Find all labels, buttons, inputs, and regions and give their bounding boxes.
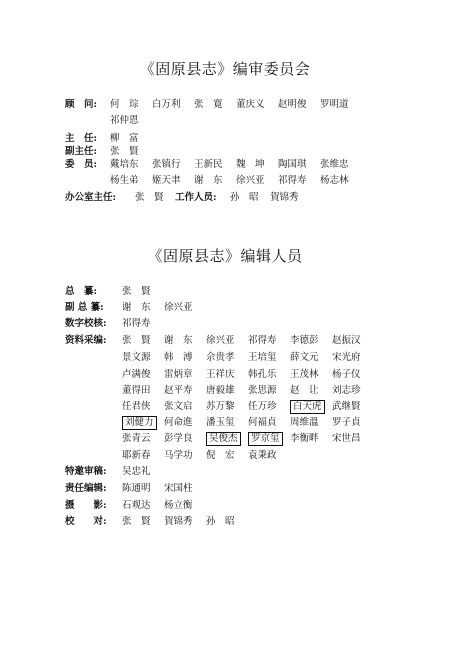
person-name: 石观达 [122, 500, 151, 511]
staff-label: 工作人员: [175, 192, 217, 203]
person-name: 韩孔乐 [248, 369, 277, 380]
person-name: 吴忠礼 [122, 466, 151, 477]
person-name: 陶国琪 [278, 159, 307, 170]
person-name: 倪 宏 [206, 450, 235, 461]
editorial-row [65, 284, 445, 300]
person-name: 周维溫 [290, 417, 319, 428]
role-label: 校 对: [65, 516, 107, 527]
person-name: 雷炳章 [164, 369, 193, 380]
role-label: 顾 问: [65, 99, 98, 110]
editorial-row [65, 481, 445, 497]
boxed-person-name: 刘健力 [122, 416, 157, 430]
role-label: 总 纂: [65, 286, 98, 297]
person-name: 彭学良 [164, 433, 193, 444]
person-name: 宋光府 [332, 352, 361, 363]
editorial-title: 《固原县志》编辑人员 [147, 247, 303, 265]
person-name: 韩 溥 [164, 352, 193, 363]
person-name: 杨志林 [320, 175, 349, 186]
role-label: 委 员: [65, 159, 98, 170]
person-name: 杨立衡 [164, 500, 193, 511]
person-name: 姬天聿 [152, 175, 181, 186]
person-name: 谢 东 [194, 175, 223, 186]
editorial-row [65, 367, 445, 383]
person-name: 王祥庆 [206, 369, 235, 380]
person-name: 何福貞 [248, 417, 277, 428]
editorial-row [65, 464, 445, 480]
boxed-person-name: 罗京玺 [248, 432, 283, 446]
person-name: 祁得寿 [248, 335, 277, 346]
role-label: 副 总 纂: [65, 302, 104, 313]
person-name: 董得田 [122, 385, 151, 396]
committee-row [65, 157, 435, 173]
role-label: 副主任: [65, 146, 98, 157]
person-name: 白万利 [152, 99, 181, 110]
person-name: 佘贵孝 [206, 352, 235, 363]
person-name: 潘玉玺 [206, 417, 235, 428]
person-name: 戴培东 [110, 159, 139, 170]
person-name: 何命進 [164, 417, 193, 428]
person-name: 赵 让 [290, 385, 319, 396]
person-name: 孙 昭 [206, 516, 235, 527]
person-name: 刘志珍 [332, 385, 361, 396]
person-name: 何 琮 [110, 99, 139, 110]
person-name: 张维忠 [320, 159, 349, 170]
person-name: 杨生弟 [110, 175, 139, 186]
person-name: 张 賢 [122, 335, 151, 346]
person-name: 董庆义 [236, 99, 265, 110]
person-name: 徐兴亚 [236, 175, 265, 186]
editorial-row [65, 350, 445, 366]
role-label: 责任编辑: [65, 483, 107, 494]
person-name: 徐兴亚 [206, 335, 235, 346]
person-name: 王新民 [194, 159, 223, 170]
person-name: 赵平寿 [164, 385, 193, 396]
person-name: 谢 东 [164, 335, 193, 346]
person-name: 宋世昌 [332, 433, 361, 444]
editorial-row [65, 300, 445, 316]
person-name: 马学功 [164, 450, 193, 461]
boxed-person-name: 白天虎 [290, 400, 325, 414]
editorial-row [65, 431, 445, 447]
person-name: 薛文元 [290, 352, 319, 363]
person-name: 杨子仪 [332, 369, 361, 380]
editorial-row [65, 383, 445, 399]
person-name: 李衡畔 [290, 433, 319, 444]
boxed-person-name: 吴俊杰 [206, 432, 241, 446]
editorial-row [65, 399, 445, 415]
person-name: 张文启 [164, 401, 193, 412]
person-name: 罗明道 [320, 99, 349, 110]
person-name: 宋国柱 [164, 483, 193, 494]
person-name: 张 賢 [135, 192, 164, 203]
person-name: 苏万黎 [206, 401, 235, 412]
role-label: 数字校核: [65, 318, 107, 329]
person-name: 祁得寿 [122, 318, 151, 329]
person-name: 耶新春 [122, 450, 151, 461]
person-name: 孙 昭 [230, 192, 259, 203]
committee-title: 《固原县志》编审委员会 [139, 60, 311, 78]
person-name: 賀锦秀 [164, 516, 193, 527]
person-name: 武继賢 [332, 401, 361, 412]
person-name: 李德彭 [290, 335, 319, 346]
person-name: 王茂林 [290, 369, 319, 380]
committee-row [65, 190, 435, 206]
editorial-row [65, 415, 445, 431]
editorial-row [65, 448, 445, 464]
person-name: 祁仲恩 [110, 115, 139, 126]
person-name: 袁秉政 [248, 450, 277, 461]
person-name: 张 賢 [122, 516, 151, 527]
role-label: 特邀审稿: [65, 466, 107, 477]
person-name: 张 賢 [122, 286, 151, 297]
role-label: 办公室主任: [65, 192, 117, 203]
person-name: 陈通明 [122, 483, 151, 494]
person-name: 罗子貞 [332, 417, 361, 428]
person-name: 祁得寿 [278, 175, 307, 186]
person-name: 任君侠 [122, 401, 151, 412]
editorial-row [65, 316, 445, 332]
editorial-row [65, 333, 445, 349]
person-name: 赵振汉 [332, 335, 361, 346]
person-name: 卢满俊 [122, 369, 151, 380]
person-name: 柳 富 [110, 133, 139, 144]
person-name: 王培玺 [248, 352, 277, 363]
person-name: 唐毅雄 [206, 385, 235, 396]
person-name: 賀锦秀 [270, 192, 299, 203]
person-name: 魏 坤 [236, 159, 265, 170]
editorial-row [65, 498, 445, 514]
role-label: 资料采编: [65, 335, 107, 346]
committee-row [65, 97, 435, 113]
person-name: 谢 东 [122, 302, 151, 313]
person-name: 张青云 [122, 433, 151, 444]
person-name: 张镇行 [152, 159, 181, 170]
person-name: 张思源 [248, 385, 277, 396]
role-label: 主 任: [65, 133, 98, 144]
committee-row [65, 113, 435, 129]
person-name: 景文源 [122, 352, 151, 363]
role-label: 摄 影: [65, 500, 107, 511]
person-name: 张 寛 [194, 99, 223, 110]
committee-row [65, 173, 435, 189]
person-name: 任万珍 [248, 401, 277, 412]
person-name: 赵明俊 [278, 99, 307, 110]
editorial-row [65, 514, 445, 530]
person-name: 张 賢 [110, 146, 139, 157]
person-name: 徐兴亚 [164, 302, 193, 313]
